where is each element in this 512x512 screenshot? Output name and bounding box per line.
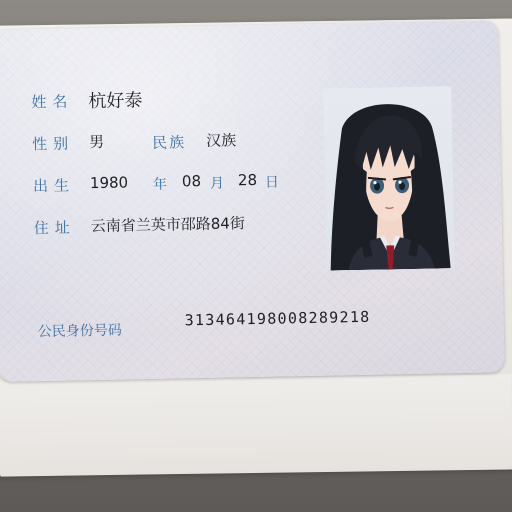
gender-value: 男	[88, 132, 105, 152]
gender-label: 性别	[32, 134, 75, 154]
ethnicity-label: 民族	[152, 133, 187, 152]
day-unit: 日	[264, 174, 280, 191]
portrait-photo	[323, 86, 454, 270]
id-card	[0, 20, 505, 382]
address-label: 住址	[33, 218, 76, 238]
address-value: 云南省兰英市邵路84街	[90, 214, 246, 236]
name-label: 姓名	[31, 92, 74, 112]
birth-day: 28	[237, 170, 258, 190]
ethnicity-value: 汉族	[205, 131, 237, 150]
birth-month: 08	[181, 172, 202, 191]
id-number-label: 公民身份号码	[37, 322, 122, 341]
id-number-value: 313464198008289218	[184, 307, 371, 330]
year-unit: 年	[152, 176, 168, 193]
portrait-icon	[323, 86, 454, 270]
name-value: 杭好泰	[88, 90, 143, 113]
birth-label: 出生	[32, 176, 76, 196]
birth-year: 1980	[89, 173, 129, 193]
month-unit: 月	[209, 175, 225, 192]
paper-sheet-lower	[0, 374, 512, 476]
